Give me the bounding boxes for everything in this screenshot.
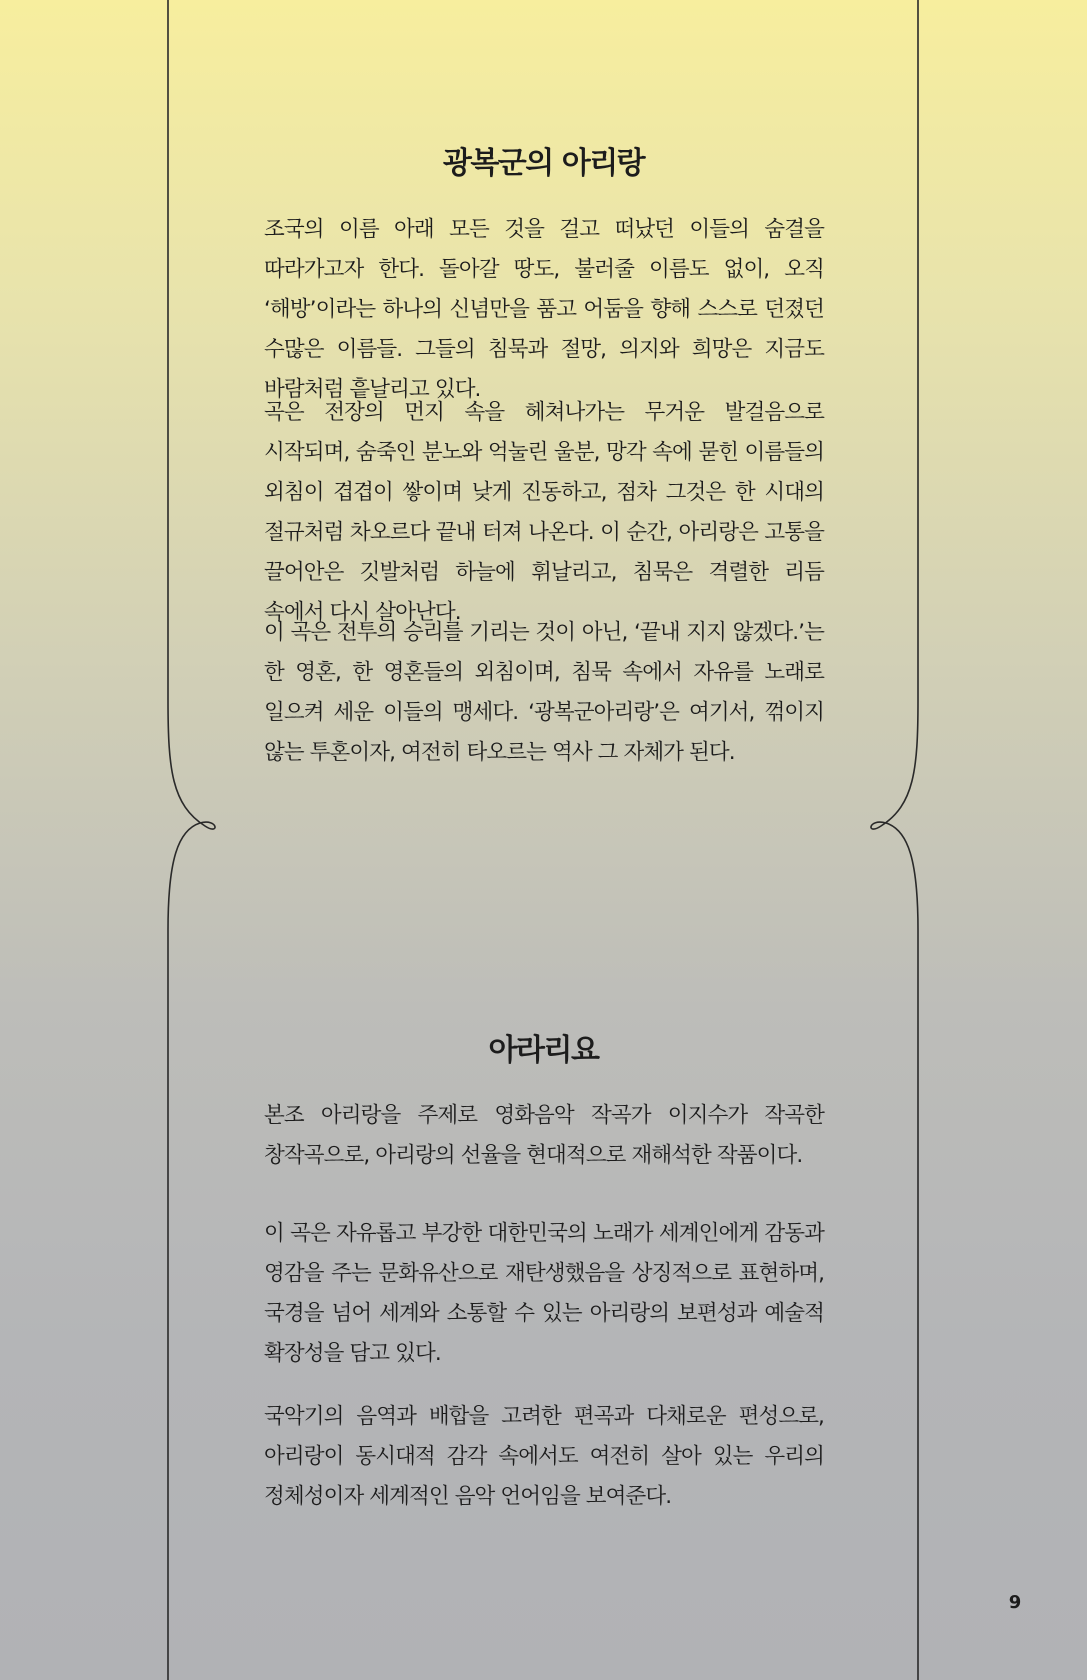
paragraph: 국악기의 음역과 배합을 고려한 편곡과 다채로운 편성으로, 아리랑이 동시대적 감각 속에서도 여전히 살아 있는 우리의 정체성이자 세계적인 음악 언어임을 보여준다. xyxy=(264,1404,824,1509)
page-number: 9 xyxy=(1008,1592,1022,1613)
section-title-gwangbokgun-arirang: 광복군의 아리랑 xyxy=(442,146,645,181)
paragraph: 본조 아리랑을 주제로 영화음악 작곡가 이지수가 작곡한 창작곡으로, 아리랑의 선율을 현대적으로 재해석한 작품이다. xyxy=(264,1103,824,1168)
frame-right-line xyxy=(871,0,918,1680)
paragraph: 곡은 전장의 먼지 속을 헤쳐나가는 무거운 발걸음으로 시작되며, 숨죽인 분노와 억눌린 울분, 망각 속에 묻힌 이름들의 외침이 겹겹이 쌓이며 낮게 진동하고, 점차 그것은 한 시대의 절규처럼 차오르다 끝내 터져 나온다. 이 순간, 아리랑은 고통을 끌어안은 깃발처럼 하늘에 휘날리고, 침묵은 격렬한 리듬 속에서 다시 살아난다. xyxy=(264,400,824,625)
frame-left-line xyxy=(168,0,215,1680)
section-title-ararilyo: 아라리요 xyxy=(488,1033,599,1068)
paragraph: 이 곡은 전투의 승리를 기리는 것이 아닌, ‘끝내 지지 않겠다.’는 한 영혼, 한 영혼들의 외침이며, 침묵 속에서 자유를 노래로 일으켜 세운 이들의 맹세다. ‘광복군아리랑’은 여기서, 꺾이지 않는 투혼이자, 여전히 타오르는 역사 그 자체가 된다. xyxy=(264,620,824,765)
paragraph: 조국의 이름 아래 모든 것을 걸고 떠났던 이들의 숨결을 따라가고자 한다. 돌아갈 땅도, 불러줄 이름도 없이, 오직 ‘해방’이라는 하나의 신념만을 품고 어둠을 향해 스스로 던졌던 수많은 이름들. 그들의 침묵과 절망, 의지와 희망은 지금도 바람처럼 흩날리고 있다. xyxy=(264,217,824,402)
paragraph: 이 곡은 자유롭고 부강한 대한민국의 노래가 세계인에게 감동과 영감을 주는 문화유산으로 재탄생했음을 상징적으로 표현하며, 국경을 넘어 세계와 소통할 수 있는 아리랑의 보편성과 예술적 확장성을 담고 있다. xyxy=(264,1221,824,1366)
